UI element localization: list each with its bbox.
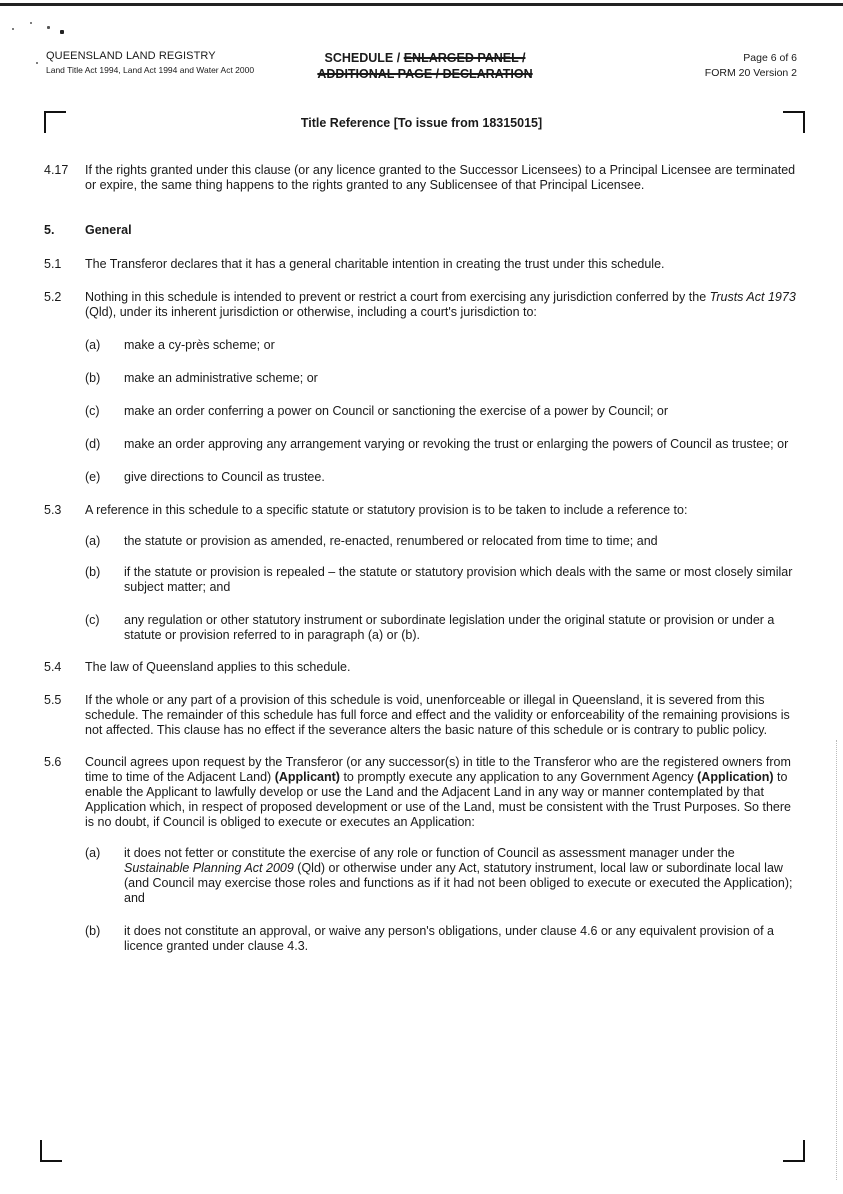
scan-speck — [60, 30, 64, 34]
clause-number: 5.2 — [44, 290, 62, 304]
clause-5-2-item-d — [85, 437, 796, 452]
item-label: (b) — [85, 924, 101, 938]
item-label: (a) — [85, 338, 101, 352]
item-text: make a cy-près scheme; or — [124, 338, 275, 352]
act-name: Sustainable Planning Act 2009 — [124, 861, 294, 875]
item-label: (c) — [85, 613, 100, 627]
clause-number: 5.6 — [44, 755, 62, 769]
item-text: it does not constitute an approval, or waive any person's obligations, under clause 4.6 or any equivalent provision of a licence granted under clause 4.3. — [124, 924, 775, 953]
clause-text: If the rights granted under this clause (or any licence granted to the Successor Licensees) to a Principal Licensee are terminated or expire, the same thing happens to the rights granted to any Sublicensee of that Principal Licensee. — [85, 163, 796, 192]
clause-5-2 — [44, 290, 796, 320]
page-number: Page 6 of 6 — [743, 52, 797, 64]
scan-speck — [30, 22, 32, 24]
clause-text: A reference in this schedule to a specific statute or statutory provision is to be taken to include a reference to: — [85, 503, 688, 517]
defined-term-applicant: (Applicant) — [274, 770, 340, 784]
clause-text-part: to promptly execute any application to any Government Agency — [339, 770, 698, 784]
section-title: General — [85, 223, 132, 237]
clause-4-17 — [44, 163, 796, 193]
clause-5-3-item-a — [85, 534, 796, 549]
item-label: (b) — [85, 371, 101, 385]
clause-5-6-item-b — [85, 924, 796, 954]
clause-5-2-item-a — [85, 338, 796, 353]
clause-5-4 — [44, 660, 796, 675]
scan-speck — [36, 62, 38, 64]
governing-acts: Land Title Act 1994, Land Act 1994 and Water Act 2000 — [46, 65, 255, 76]
section-number: 5. — [44, 223, 55, 237]
scan-speck — [12, 28, 14, 30]
clause-5-2-item-e — [85, 470, 796, 485]
clause-5-6-item-a — [85, 846, 796, 906]
item-label: (d) — [85, 437, 101, 451]
clause-5-2-item-b — [85, 371, 796, 386]
clause-text: If the whole or any part of a provision of this schedule is void, unenforceable or illegal in Queensland, it is severed from this schedule. The remainder of this schedule has full force and effect and the validity or enforceability of the remaining provisions is not affected. This clause has no effect if the severance alters the basic nature of this schedule or is contrary to public policy. — [85, 693, 790, 737]
clause-text-part: (Qld), under its inherent jurisdiction or otherwise, including a court's jurisdiction to: — [85, 305, 537, 319]
corner-mark-bottom-left — [40, 1140, 62, 1162]
clause-text — [85, 755, 796, 830]
page-info — [705, 51, 797, 81]
item-label: (a) — [85, 534, 101, 548]
clause-number: 5.1 — [44, 257, 62, 271]
clause-text — [85, 290, 796, 320]
item-text-part: (Qld) or otherwise under any Act, statutory instrument, local law or subordinate local law (and Council may exercise those roles and functions as if it had not been obliged to execute or executed the Application); and — [124, 861, 793, 905]
schedule-body — [44, 163, 796, 954]
top-border-line — [0, 3, 843, 6]
corner-mark-bottom-right — [783, 1140, 805, 1162]
clause-5-1 — [44, 257, 796, 272]
item-text-part: it does not fetter or constitute the exercise of any role or function of Council as assessment manager under the — [124, 846, 735, 860]
clause-number: 5.3 — [44, 503, 62, 517]
clause-5-3-item-b — [85, 565, 796, 595]
struck-additional-page: ADDITIONAL PAGE / DECLARATION — [317, 67, 533, 82]
item-label: (b) — [85, 565, 101, 579]
item-label: (a) — [85, 846, 101, 860]
title-reference: Title Reference [To issue from 18315015] — [300, 116, 543, 130]
agency-name: QUEENSLAND LAND REGISTRY — [46, 50, 216, 62]
defined-term-application: (Application) — [697, 770, 774, 784]
registry-header — [46, 50, 256, 76]
item-text — [124, 846, 796, 906]
clause-5-6 — [44, 755, 796, 830]
clause-5-3-item-c — [85, 613, 796, 643]
scan-speck — [47, 26, 50, 29]
scan-edge-marks — [835, 740, 837, 1180]
clause-5-3 — [44, 503, 796, 518]
form-version: FORM 20 Version 2 — [704, 67, 797, 80]
clause-5-5 — [44, 693, 796, 738]
clause-number: 4.17 — [44, 163, 69, 177]
item-text: give directions to Council as trustee. — [124, 470, 325, 484]
item-text: make an administrative scheme; or — [124, 371, 318, 385]
item-label: (e) — [85, 470, 101, 484]
form-type-header — [260, 50, 590, 83]
item-text: make an order conferring a power on Council or sanctioning the exercise of a power by Council; or — [124, 404, 669, 418]
item-text: if the statute or provision is repealed – the statute or statutory provision which deals with the same or most closely similar subject matter; and — [124, 565, 793, 594]
item-text: make an order approving any arrangement varying or revoking the trust or enlarging the powers of Council as trustee; or — [124, 437, 789, 451]
item-text: the statute or provision as amended, re-enacted, renumbered or relocated from time to time; and — [124, 534, 658, 548]
clause-5-2-item-c — [85, 404, 796, 419]
clause-text: The law of Queensland applies to this schedule. — [85, 660, 351, 674]
item-text: any regulation or other statutory instrument or subordinate legislation under the original statute or provision or under a statute or provision referred to in paragraph (a) or (b). — [124, 613, 775, 642]
struck-enlarged-panel: ENLARGED PANEL / — [403, 51, 526, 65]
clause-text: The Transferor declares that it has a general charitable intention in creating the trust under this schedule. — [85, 257, 665, 271]
item-label: (c) — [85, 404, 100, 418]
section-heading-general — [44, 223, 796, 238]
clause-text-part: to enable the Applicant to lawfully develop or use the Land and the Adjacent Land in any way or manner contemplated by that Application which, in respect of proposed development or use of the Land, must be consistent with the Trust Purposes. So there is no doubt, if Council is obliged to execute or executes an Application: — [85, 770, 791, 829]
clause-number: 5.5 — [44, 693, 62, 707]
clause-number: 5.4 — [44, 660, 62, 674]
clause-text-part: Nothing in this schedule is intended to prevent or restrict a court from exercising any jurisdiction conferred by the — [85, 290, 710, 304]
schedule-label: SCHEDULE / — [324, 51, 401, 65]
act-name: Trusts Act 1973 — [709, 290, 796, 304]
clause-text-part: Council agrees upon request by the Transferor (or any successor(s) in title to the Transferor who are the registered owners from time to time of the Adjacent Land) — [85, 755, 791, 784]
